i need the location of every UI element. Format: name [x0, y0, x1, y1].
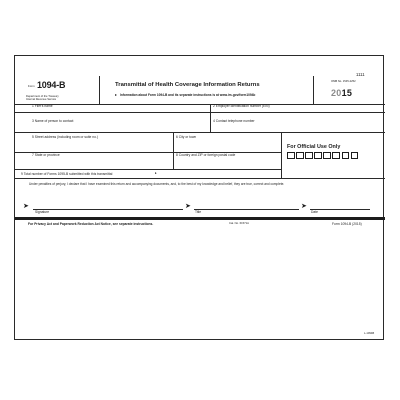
corner-code: L-1094B: [364, 332, 375, 335]
title-field[interactable]: Title: [195, 210, 202, 214]
state-field[interactable]: 7 State or province: [32, 153, 60, 157]
ein-field[interactable]: 2 Employer identification number (EIN): [213, 104, 270, 108]
form-reference: Form 1094-B (2015): [332, 222, 362, 226]
form-word: Form: [28, 84, 35, 88]
arrow-right-icon: ▸: [115, 92, 118, 97]
department-line-2: Internal Revenue Service: [26, 98, 57, 101]
official-use-label: For Official Use Only: [287, 144, 341, 150]
title-arrow-icon: ➤: [185, 203, 191, 210]
arrow-right-icon: ▸: [155, 171, 157, 175]
contact-name-field[interactable]: 3 Name of person to contact: [32, 119, 74, 123]
signature-field[interactable]: Signature: [35, 210, 50, 214]
street-address-field[interactable]: 5 Street address (including room or suite no.): [32, 135, 98, 139]
privacy-notice: For Privacy Act and Paperwork Reduction Act Notice, see separate instructions.: [28, 222, 154, 226]
date-field[interactable]: Date: [311, 210, 318, 214]
signature-arrow-icon: ➤: [23, 203, 29, 210]
omb-number: OMB No. 1545-2252: [331, 80, 356, 83]
city-field[interactable]: 6 City or town: [176, 135, 197, 139]
filer-name-field[interactable]: 1 Filer's name: [32, 104, 53, 108]
perjury-statement: Under penalties of perjury, I declare that I have examined this return and accompanying documents, and, to the best of my knowledge and belief, they are true, correct and complete.: [29, 182, 285, 186]
form-1094b-sheet: [14, 55, 384, 340]
date-arrow-icon: ➤: [301, 203, 307, 210]
form-title: Transmittal of Health Coverage Information Returns: [115, 82, 260, 88]
country-zip-field[interactable]: 8 Country and ZIP or foreign postal code: [176, 153, 236, 157]
department-line-1: Department of the Treasury: [26, 95, 59, 98]
catalog-number: Cat. No. 61571A: [229, 222, 249, 225]
contact-phone-field[interactable]: 4 Contact telephone number: [213, 119, 255, 123]
official-use-boxes: [287, 152, 358, 159]
control-code: 1111: [356, 72, 365, 77]
form-subtitle: Information about Form 1094-B and its separate instructions is at www.irs.gov/form1094b: [120, 93, 256, 97]
form-number: 1094-B: [37, 80, 66, 90]
total-forms-field[interactable]: 9 Total number of Forms 1095-B submitted with this transmittal: [21, 172, 113, 176]
tax-year: 2015: [331, 88, 353, 98]
